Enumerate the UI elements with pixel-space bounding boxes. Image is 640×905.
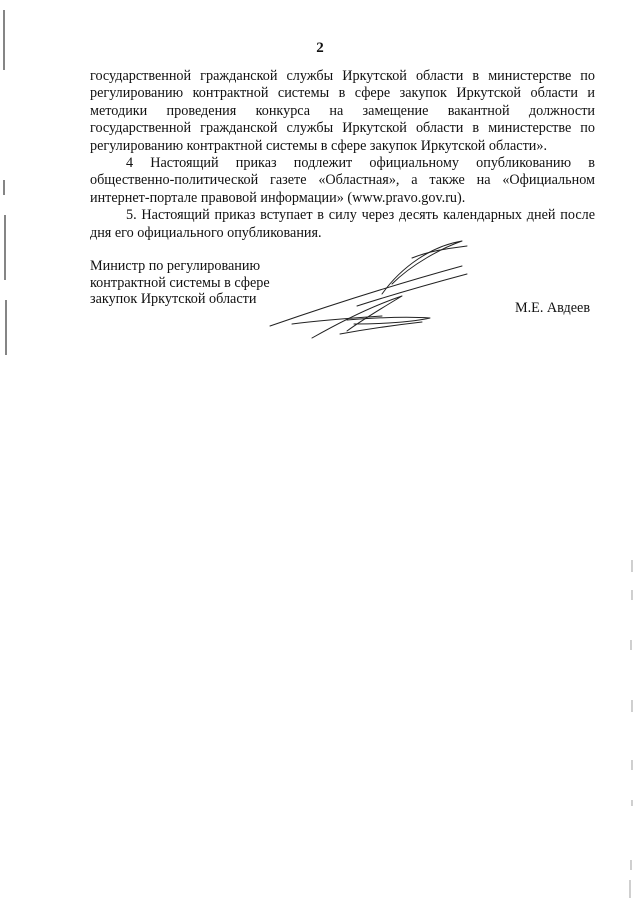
signatory-title-line: Министр по регулированию: [90, 258, 261, 274]
signatory-name: М.Е. Авдеев: [515, 300, 591, 316]
handwritten-signature: [262, 236, 477, 346]
paragraph-item-5: 5. Настоящий приказ вступает в силу через десять календарных дней после дня его официального опубликования.: [90, 207, 595, 241]
signatory-title: [90, 258, 270, 308]
signatory-title-line: контрактной системы в сфере: [90, 274, 270, 291]
paragraph-item-4: 4 Настоящий приказ подлежит официальному опубликованию в общественно-политической газете «Областная», а также на «Официальном интернет-портале правовой информации» (www.pravo.gov.ru).: [90, 155, 595, 206]
signatory-title-line: закупок Иркутской области: [90, 291, 257, 307]
page-number: 2: [316, 40, 324, 56]
paragraph-continuation: государственной гражданской службы Иркутской области в министерстве по регулированию контрактной системы в сфере закупок Иркутской области и методики проведения конкурса на замещение вакантной должности государственной гражданской службы Иркутской области в министерстве по регулированию контрактной системы в сфере закупок Иркутской области».: [90, 68, 595, 154]
document-body: [90, 68, 595, 242]
